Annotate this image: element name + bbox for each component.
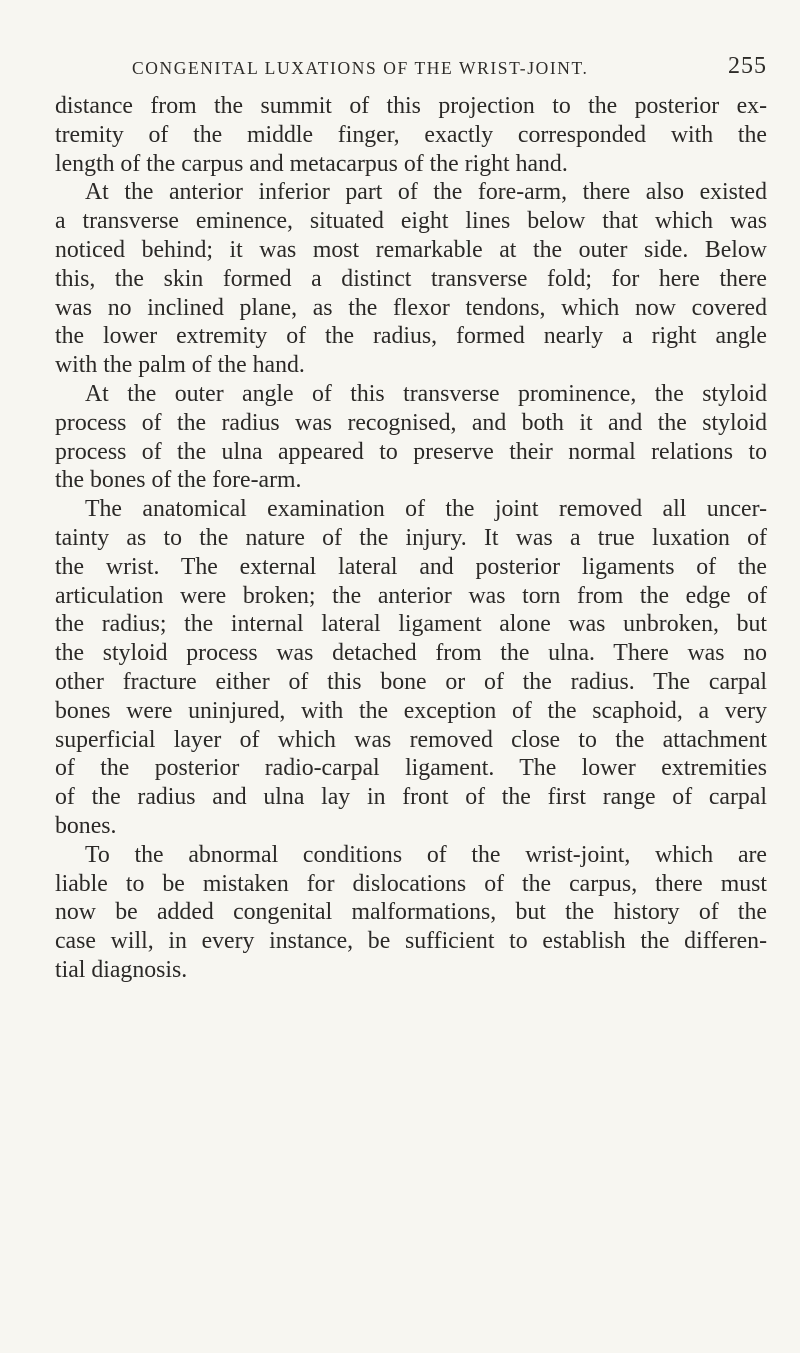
text-line: superficial layer of which was removed close to the attachment xyxy=(55,726,767,753)
text-line: this, the skin formed a distinct transverse fold; for here there xyxy=(55,265,767,292)
body-text xyxy=(55,92,767,985)
text-line: the wrist. The external lateral and posterior ligaments of the xyxy=(55,553,767,580)
text-line: the radius; the internal lateral ligament alone was unbroken, but xyxy=(55,611,767,638)
text-line: of the posterior radio-carpal ligament. The lower extremities xyxy=(55,755,767,782)
running-title: CONGENITAL LUXATIONS OF THE WRIST-JOINT. xyxy=(132,58,589,78)
paragraph-5 xyxy=(55,841,767,985)
page-number: 255 xyxy=(728,53,767,79)
text-line: noticed behind; it was most remarkable at the outer side. Below xyxy=(55,236,767,263)
text-line: process of the ulna appeared to preserve their normal relations to xyxy=(55,438,767,465)
text-line: a transverse eminence, situated eight lines below that which was xyxy=(55,208,767,235)
text-line: tremity of the middle finger, exactly corresponded with the xyxy=(55,121,767,148)
text-line: The anatomical examination of the joint removed all uncer- xyxy=(85,496,767,523)
text-line: bones were uninjured, with the exception of the scaphoid, a very xyxy=(55,697,767,724)
text-line: process of the radius was recognised, and both it and the styloid xyxy=(55,409,767,436)
text-line: liable to be mistaken for dislocations of the carpus, there must xyxy=(55,870,767,897)
text-line: of the radius and ulna lay in front of the first range of carpal xyxy=(55,784,767,811)
text-line: the bones of the fore-arm. xyxy=(55,467,302,494)
text-line: articulation were broken; the anterior was torn from the edge of xyxy=(55,582,767,609)
text-line: To the abnormal conditions of the wrist-joint, which are xyxy=(85,841,767,868)
text-line: now be added congenital malformations, but the history of the xyxy=(55,899,767,926)
paragraph-4 xyxy=(55,495,767,841)
text-line: tainty as to the nature of the injury. It was a true luxation of xyxy=(55,524,767,551)
text-line: other fracture either of this bone or of the radius. The carpal xyxy=(55,668,767,695)
paragraph-1 xyxy=(55,92,767,178)
text-line: case will, in every instance, be sufficient to establish the differen- xyxy=(55,928,767,955)
text-line: tial diagnosis. xyxy=(55,956,188,983)
text-line: length of the carpus and metacarpus of the right hand. xyxy=(55,150,568,177)
text-line: At the outer angle of this transverse prominence, the styloid xyxy=(85,380,767,407)
running-head xyxy=(0,53,800,82)
paragraph-2 xyxy=(55,178,767,380)
text-line: the styloid process was detached from the ulna. There was no xyxy=(55,640,767,667)
text-line: bones. xyxy=(55,812,117,839)
text-line: with the palm of the hand. xyxy=(55,352,305,379)
text-line: was no inclined plane, as the flexor tendons, which now covered xyxy=(55,294,767,321)
text-line: At the anterior inferior part of the fore-arm, there also existed xyxy=(85,179,767,206)
text-line: distance from the summit of this projection to the posterior ex- xyxy=(55,93,767,119)
text-line: the lower extremity of the radius, formed nearly a right angle xyxy=(55,323,767,350)
paragraph-3 xyxy=(55,380,767,495)
